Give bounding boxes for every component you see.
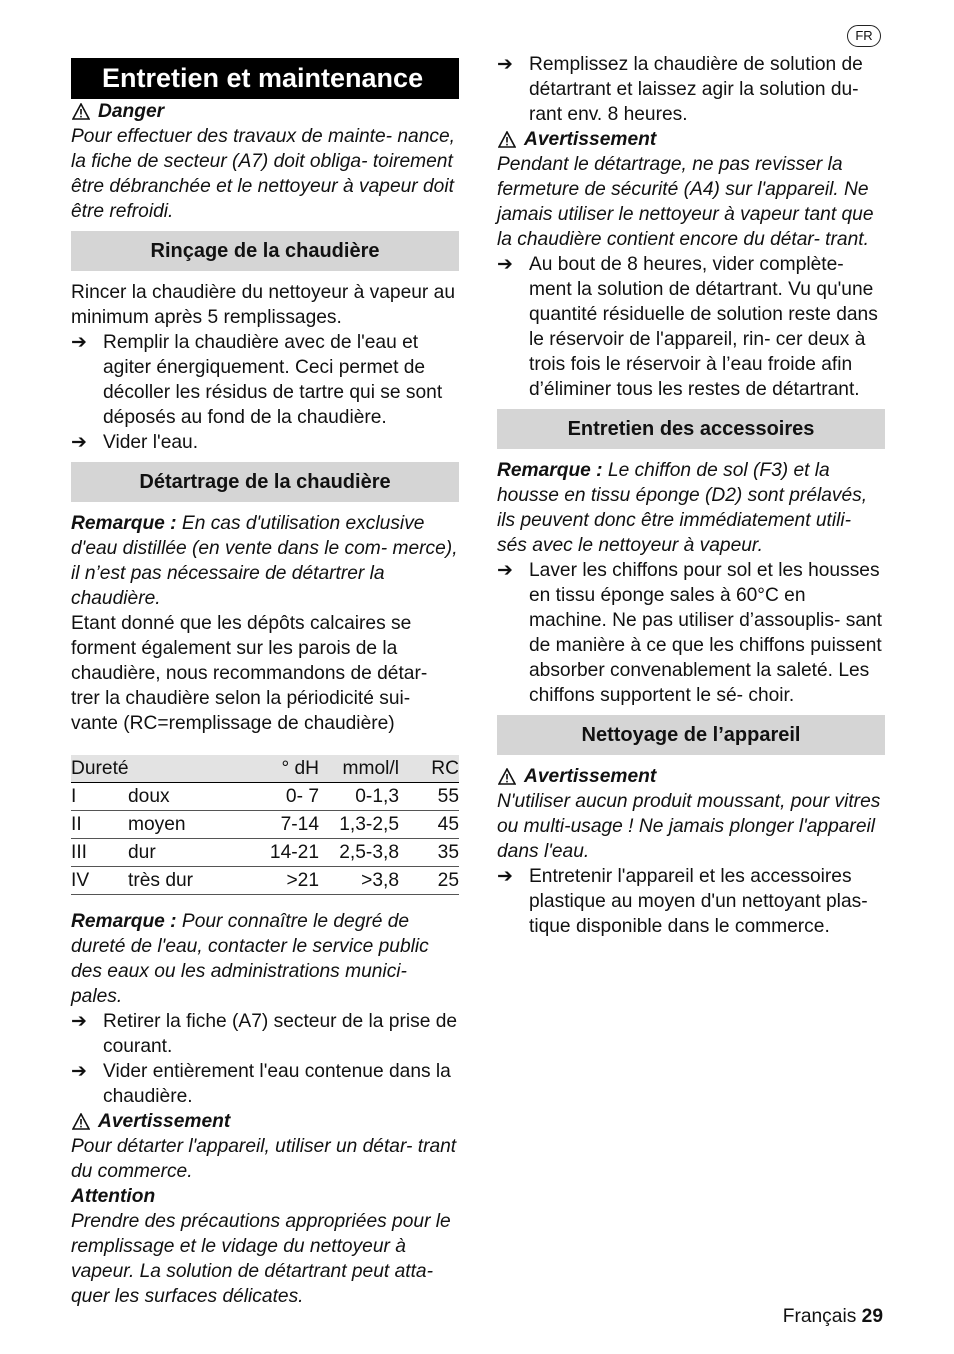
left-column	[71, 52, 459, 1309]
table-cell: moyen	[128, 814, 186, 835]
table-cell: II	[71, 814, 82, 835]
remark-label: Remarque :	[497, 460, 603, 481]
table-cell: 25	[437, 870, 459, 891]
attention-text: Prendre des précautions appropriées pour le remplissage et le vidage du nettoyeur à vapeur. La solution de détartrant peut atta- quer les surfaces délicates.	[71, 1211, 451, 1307]
list-item	[497, 52, 885, 127]
remark-label: Remarque :	[71, 513, 177, 534]
warning-triangle-icon	[498, 131, 516, 148]
list-item	[71, 1009, 459, 1059]
list-item	[71, 1059, 459, 1109]
table-cell: >3,8	[361, 870, 399, 891]
warning-label: Avertissement	[524, 766, 657, 787]
warning-text: Pendant le détartrage, ne pas revisser la fermeture de sécurité (A4) sur l'appareil. Ne jamais utiliser le nettoyeur à vapeur tant que la chaudière contient encore du détar- trant.	[497, 154, 874, 250]
list-item	[71, 430, 459, 455]
section-heading-rincage: Rinçage de la chaudière	[71, 231, 459, 271]
warning-label: Avertissement	[98, 1111, 231, 1132]
warning-text: N'utiliser aucun produit moussant, pour vitres ou multi-usage ! Ne jamais plonger l'appareil dans l'eau.	[497, 791, 881, 862]
danger-heading	[71, 99, 459, 124]
page-number: 29	[861, 1306, 883, 1327]
table-cell: III	[71, 842, 87, 863]
table-row	[71, 783, 459, 811]
section-heading-nettoyage: Nettoyage de l’appareil	[497, 715, 885, 755]
section-heading-detartrage: Détartrage de la chaudière	[71, 462, 459, 502]
table-cell: 45	[437, 814, 459, 835]
remark-text: En cas d'utilisation exclusive d'eau distillée (en vente dans le com- merce), il n’est pas nécessaire de détartrer la chaudière.	[71, 513, 458, 609]
list-item-text: Retirer la fiche (A7) secteur de la prise de courant.	[103, 1011, 458, 1057]
page-title: Entretien et maintenance	[71, 58, 459, 99]
remark-paragraph	[71, 909, 459, 1009]
page-footer	[783, 1304, 883, 1329]
arrow-right-icon: ➔	[71, 332, 87, 353]
arrow-right-icon: ➔	[71, 1061, 87, 1082]
danger-label: Danger	[98, 101, 165, 122]
arrow-right-icon: ➔	[497, 866, 513, 887]
section-heading-accessoires: Entretien des accessoires	[497, 409, 885, 449]
column-header: Dureté	[71, 758, 129, 779]
remark-paragraph	[497, 458, 885, 558]
table-cell: 14-21	[269, 842, 319, 863]
arrow-right-icon: ➔	[71, 432, 87, 453]
table-cell: 55	[437, 786, 459, 807]
arrow-right-icon: ➔	[497, 560, 513, 581]
remark-text: Pour connaître le degré de dureté de l'eau, contacter le service public des eaux ou les administrations munici- pales.	[71, 911, 429, 1007]
list-item-text: Laver les chiffons pour sol et les housses en tissu éponge sales à 60°C en machine. Ne pas utiliser d’assouplis- sant de manière à ce que les chiffons puissent absorber convenablement la saleté. Les chiffons supportent le sé- choir.	[529, 560, 883, 706]
danger-text: Pour effectuer des travaux de mainte- nance, la fiche de secteur (A7) doit obliga- toirement être débranchée et le nettoyeur à vapeur doit être refroidi.	[71, 126, 455, 222]
arrow-right-icon: ➔	[71, 1011, 87, 1032]
table-cell: très dur	[128, 870, 194, 891]
column-header: ° dH	[281, 758, 319, 779]
column-header: mmol/l	[342, 758, 399, 779]
rincage-paragraph: Rincer la chaudière du nettoyeur à vapeur au minimum après 5 remplissages.	[71, 282, 455, 328]
list-item-text: Au bout de 8 heures, vider complète- ment la solution de détartrant. Vu qu'une quantité résiduelle de solution reste dans le réservoir de l'appareil, rin- cer deux à trois fois le réservoir à l’eau froide afin d’éliminer tous les restes de détartrant.	[529, 254, 878, 400]
arrow-right-icon: ➔	[497, 254, 513, 275]
table-header-row	[71, 755, 459, 783]
warning-heading	[71, 1109, 459, 1134]
table-cell: 7-14	[280, 814, 319, 835]
warning-label: Avertissement	[524, 129, 657, 150]
table-cell: dur	[128, 842, 156, 863]
warning-text: Pour détarter l'appareil, utiliser un détar- trant du commerce.	[71, 1136, 457, 1182]
table-row	[71, 811, 459, 839]
warning-heading	[497, 764, 885, 789]
list-item-text: Vider l'eau.	[103, 432, 199, 453]
right-column	[497, 52, 885, 939]
table-cell: IV	[71, 870, 90, 891]
detartrage-paragraph: Etant donné que les dépôts calcaires se forment également sur les parois de la chaudière, nous recommandons de détar- trer la chaudière selon la périodicité sui- vante (RC=remplissage de chaudière)	[71, 613, 428, 734]
table-cell: doux	[128, 786, 170, 807]
list-item-text: Remplissez la chaudière de solution de détartrant et laissez agir la solution du- rant env. 8 heures.	[529, 54, 863, 125]
arrow-right-icon: ➔	[497, 54, 513, 75]
list-item	[497, 558, 885, 708]
hardness-table	[71, 755, 459, 895]
list-item-text: Vider entièrement l'eau contenue dans la chaudière.	[103, 1061, 451, 1107]
remark-label: Remarque :	[71, 911, 177, 932]
list-item-text: Remplir la chaudière avec de l'eau et agiter énergiquement. Ceci permet de décoller les résidus de tartre qui se sont déposés au fond de la chaudière.	[103, 332, 443, 428]
warning-triangle-icon	[72, 1113, 90, 1130]
remark-text: Le chiffon de sol (F3) et la housse en tissu éponge (D2) sont prélavés, ils peuvent donc être immédiatement utili- sés avec le nettoyeur à vapeur.	[497, 460, 868, 556]
column-header: RC	[431, 758, 459, 779]
table-cell: 0- 7	[285, 786, 319, 807]
list-item	[71, 330, 459, 430]
warning-triangle-icon	[498, 768, 516, 785]
table-cell: 35	[437, 842, 459, 863]
footer-language: Français	[782, 1306, 857, 1327]
list-item	[497, 864, 885, 939]
table-cell: >21	[286, 870, 319, 891]
table-row	[71, 839, 459, 867]
table-cell: 0-1,3	[355, 786, 399, 807]
list-item-text: Entretenir l'appareil et les accessoires plastique au moyen d'un nettoyant plas- tique disponible dans le commerce.	[529, 866, 868, 937]
remark-paragraph	[71, 511, 459, 611]
table-cell: 1,3-2,5	[339, 814, 399, 835]
table-cell: 2,5-3,8	[339, 842, 399, 863]
table-row	[71, 867, 459, 895]
warning-heading	[497, 127, 885, 152]
language-badge: FR	[847, 25, 881, 47]
warning-triangle-icon	[72, 103, 90, 120]
table-cell: I	[71, 786, 77, 807]
list-item	[497, 252, 885, 402]
attention-label: Attention	[71, 1186, 156, 1207]
